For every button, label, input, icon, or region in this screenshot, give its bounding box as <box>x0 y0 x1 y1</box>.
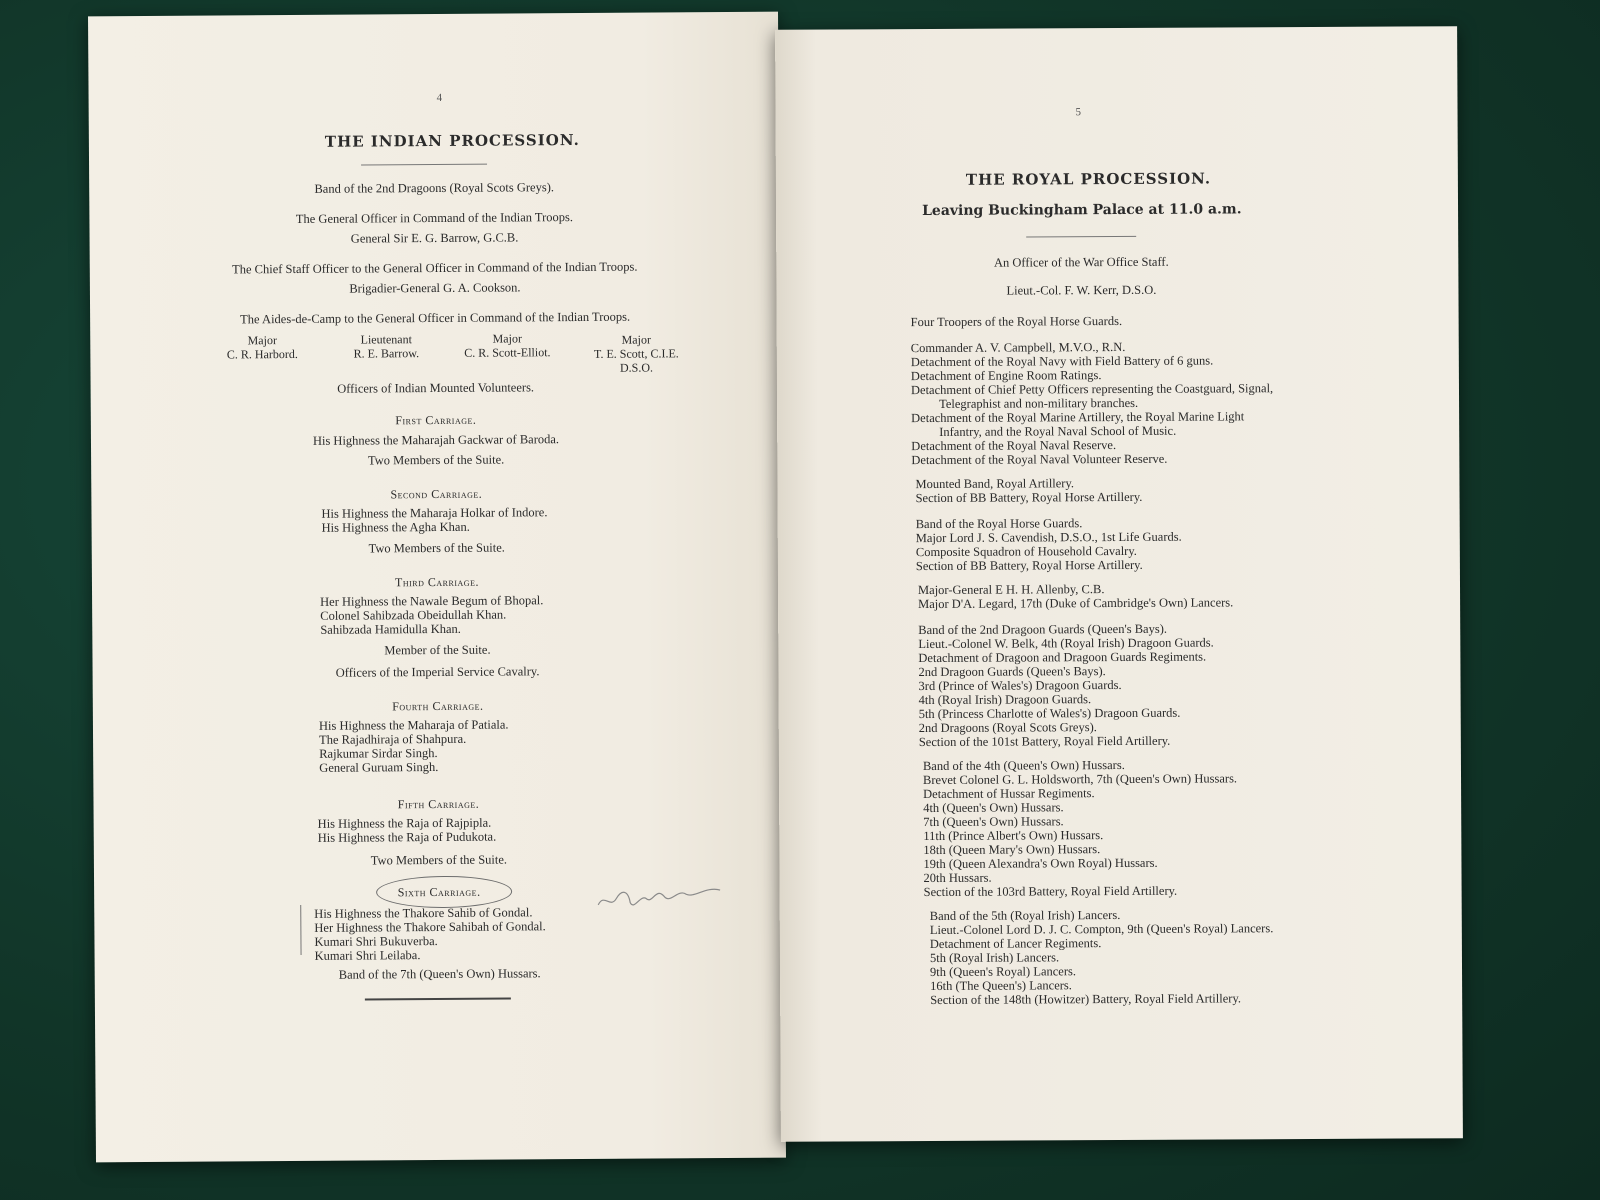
carriage-heading: Sixth Carriage. <box>397 884 481 900</box>
aide-name: R. E. Barrow. <box>353 346 420 361</box>
procession-entry: Band of the Royal Horse Guards. <box>915 516 1083 532</box>
carriage-person: Kumari Shri Leilaba. <box>314 948 421 963</box>
carriage-heading: First Carriage. <box>395 412 477 428</box>
procession-entry: Band of the 2nd Dragoon Guards (Queen's Bays). <box>918 621 1168 638</box>
procession-entry: Section of the 148th (Howitzer) Battery, Royal Field Artillery. <box>930 991 1242 1007</box>
procession-entry: Mounted Band, Royal Artillery. <box>915 476 1075 492</box>
procession-entry: Telegraphist and non-military branches. <box>939 395 1139 411</box>
imperial-cavalry-line: Officers of the Imperial Service Cavalry. <box>335 664 540 680</box>
carriage-suite: Two Members of the Suite. <box>370 852 508 868</box>
aide-2 <box>326 332 446 361</box>
carriage-suite: Two Members of the Suite. <box>367 452 505 468</box>
closing-band-line: Band of the 7th (Queen's Own) Hussars. <box>338 966 541 982</box>
procession-entry: Detachment of the Royal Navy with Field Battery of 6 guns. <box>910 353 1214 370</box>
procession-entry: Section of BB Battery, Royal Horse Artillery. <box>915 557 1143 574</box>
procession-entry: 2nd Dragoons (Royal Scots Greys). <box>918 720 1097 736</box>
carriage-person: His Highness the Maharaja Holkar of Indore. <box>321 505 548 521</box>
procession-entry: 16th (The Queen's) Lancers. <box>930 978 1072 993</box>
carriage-persons <box>318 816 497 845</box>
procession-entry: Lieut.-Colonel Lord D. J. C. Compton, 9th (Queen's Royal) Lancers. <box>929 921 1274 937</box>
procession-entry: 4th (Royal Irish) Dragoon Guards. <box>918 692 1092 708</box>
procession-entry: 9th (Queen's Royal) Lancers. <box>929 964 1077 979</box>
carriage-person: The Rajadhiraja of Shahpura. <box>319 731 467 747</box>
procession-entry: 7th (Queen's Own) Hussars. <box>923 814 1064 830</box>
carriage-person: His Highness the Thakore Sahib of Gondal. <box>314 905 533 921</box>
carriage-persons <box>314 905 546 963</box>
carriage-person: Her Highness the Nawale Begum of Bhopal. <box>320 593 544 609</box>
chief-staff-line: The Chief Staff Officer to the General Officer in Command of the Indian Troops. <box>231 259 638 277</box>
aide-name: T. E. Scott, C.I.E. <box>593 346 679 361</box>
officer-name-line: Lieut.-Col. F. W. Kerr, D.S.O. <box>1006 282 1157 298</box>
right-page-number: 5 <box>1075 106 1082 119</box>
right-page-title: THE ROYAL PROCESSION. <box>965 169 1212 189</box>
carriage-suite: Two Members of the Suite. <box>368 540 505 556</box>
troopers-line: Four Troopers of the Royal Horse Guards. <box>910 313 1123 330</box>
carriage-persons <box>321 505 547 535</box>
general-officer-line: The General Officer in Command of the Indian Troops. <box>295 210 574 226</box>
procession-group <box>916 516 1182 573</box>
carriage-person: His Highness the Raja of Rajpipla. <box>317 815 492 831</box>
pencil-bracket-mark <box>300 905 301 955</box>
aide-name: C. R. Scott-Elliot. <box>464 345 551 360</box>
procession-entry: Major Lord J. S. Cavendish, D.S.O., 1st Life Guards. <box>915 529 1182 546</box>
aide-3 <box>442 331 572 360</box>
procession-entry: Section of the 103rd Battery, Royal Field Artillery. <box>923 883 1178 900</box>
procession-entry: 4th (Queen's Own) Hussars. <box>923 800 1064 816</box>
procession-entry: Detachment of the Royal Naval Reserve. <box>911 438 1117 454</box>
carriage-person: General Guruam Singh. <box>319 759 439 775</box>
procession-entry: Detachment of Chief Petty Officers representing the Coastguard, Signal, <box>910 381 1274 398</box>
carriage-person: Rajkumar Sirdar Singh. <box>319 746 438 761</box>
procession-entry: Detachment of Lancer Regiments. <box>929 936 1102 951</box>
procession-entry: 2nd Dragoon Guards (Queen's Bays). <box>918 664 1106 680</box>
procession-entry: Detachment of Hussar Regiments. <box>923 786 1095 802</box>
aide-rank: Major <box>247 333 277 348</box>
procession-entry: 20th Hussars. <box>923 870 992 886</box>
band-line: Band of the 2nd Dragoons (Royal Scots Greys). <box>314 180 555 196</box>
procession-entry: Section of the 101st Battery, Royal Field Artillery. <box>918 733 1171 750</box>
procession-entry: 18th (Queen Mary's Own) Hussars. <box>923 842 1101 858</box>
carriage-person: His Highness the Raja of Pudukota. <box>317 829 497 845</box>
aide-rank: Major <box>492 331 522 346</box>
officer-line: An Officer of the War Office Staff. <box>993 254 1169 270</box>
carriage-person: His Highness the Maharajah Gackwar of Baroda. <box>312 432 560 448</box>
aide-rank: Lieutenant <box>360 332 412 347</box>
carriage-person: Her Highness the Thakore Sahibah of Gondal. <box>314 919 546 935</box>
volunteers-line: Officers of Indian Mounted Volunteers. <box>337 380 535 396</box>
procession-entry: Detachment of Engine Room Ratings. <box>910 368 1102 384</box>
procession-entry: Lieut.-Colonel W. Belk, 4th (Royal Irish) Dragoon Guards. <box>918 635 1214 652</box>
procession-entry: Section of BB Battery, Royal Horse Artillery. <box>915 489 1143 506</box>
carriage-heading: Third Carriage. <box>394 574 479 590</box>
carriage-heading: Fourth Carriage. <box>392 698 484 714</box>
procession-group <box>918 581 1233 611</box>
carriage-person: His Highness the Maharaja of Patiala. <box>318 717 509 733</box>
carriage-suite: Member of the Suite. <box>384 642 491 658</box>
procession-entry: 11th (Prince Albert's Own) Hussars. <box>923 828 1104 844</box>
carriage-person: Sahibzada Hamidulla Khan. <box>320 621 461 637</box>
left-page-number: 4 <box>436 91 443 104</box>
procession-entry: 5th (Princess Charlotte of Wales's) Dragoon Guards. <box>918 705 1181 722</box>
left-page-title: THE INDIAN PROCESSION. <box>324 130 580 151</box>
carriage-person: Kumari Shri Bukuverba. <box>314 934 438 949</box>
aide-rank: Major <box>621 332 651 347</box>
procession-group <box>918 622 1214 750</box>
closing-rule <box>365 997 511 1000</box>
handwritten-pencil-note <box>594 874 724 915</box>
procession-group <box>930 907 1274 1007</box>
procession-group <box>915 476 1142 505</box>
title-rule <box>1026 236 1136 238</box>
procession-entry: Composite Squadron of Household Cavalry. <box>915 543 1137 560</box>
aide-4 <box>576 332 696 375</box>
procession-group <box>923 757 1238 899</box>
carriage-person: Colonel Sahibzada Obeidullah Khan. <box>320 607 507 623</box>
procession-entry: Detachment of the Royal Naval Volunteer Reserve. <box>911 451 1168 468</box>
procession-entry: Band of the 4th (Queen's Own) Hussars. <box>922 757 1125 774</box>
procession-entry: Major D'A. Legard, 17th (Duke of Cambridge's Own) Lancers. <box>918 595 1234 612</box>
procession-entry: 3rd (Prince of Wales's) Dragoon Guards. <box>918 677 1122 694</box>
right-page-subtitle: Leaving Buckingham Palace at 11.0 a.m. <box>922 201 1242 220</box>
right-page <box>775 26 1463 1142</box>
title-rule <box>361 164 487 166</box>
procession-entry: Band of the 5th (Royal Irish) Lancers. <box>929 907 1121 923</box>
procession-entry: Major-General E H. H. Allenby, C.B. <box>917 582 1105 598</box>
procession-entry: 5th (Royal Irish) Lancers. <box>929 950 1060 965</box>
left-page <box>88 12 786 1163</box>
procession-entry: Detachment of the Royal Marine Artillery, the Royal Marine Light <box>911 409 1245 426</box>
procession-entry: Detachment of Dragoon and Dragoon Guards Regiments. <box>918 649 1207 666</box>
carriage-persons <box>319 718 509 775</box>
chief-staff-name-line: Brigadier-General G. A. Cookson. <box>349 280 521 296</box>
carriage-heading: Second Carriage. <box>390 486 483 502</box>
procession-entry: 19th (Queen Alexandra's Own Royal) Hussars. <box>923 855 1158 872</box>
carriage-heading: Fifth Carriage. <box>397 796 480 812</box>
aide-1 <box>202 333 322 362</box>
procession-group <box>911 339 1274 467</box>
aide-extra: D.S.O. <box>619 360 654 375</box>
general-name-line: General Sir E. G. Barrow, G.C.B. <box>350 230 519 246</box>
carriage-persons <box>320 593 544 637</box>
procession-entry: Brevet Colonel G. L. Holdsworth, 7th (Queen's Own) Hussars. <box>922 771 1238 788</box>
procession-entry: Infantry, and the Royal Naval School of Music. <box>939 423 1177 439</box>
aide-name: C. R. Harbord. <box>226 346 298 362</box>
carriage-person: His Highness the Agha Khan. <box>321 519 470 535</box>
aides-line: The Aides-de-Camp to the General Officer in Command of the Indian Troops. <box>240 309 631 327</box>
procession-entry: Commander A. V. Campbell, M.V.O., R.N. <box>910 339 1126 356</box>
